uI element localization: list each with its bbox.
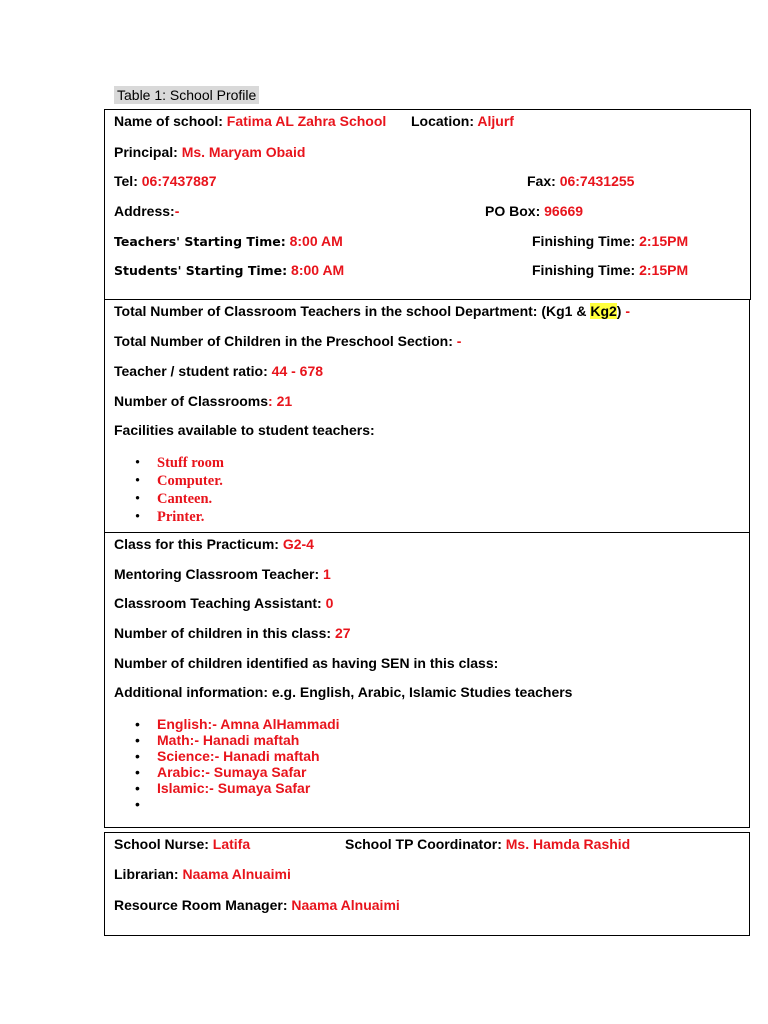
resource-value: Naama Alnuaimi: [291, 897, 400, 913]
tel-label: Tel:: [114, 173, 138, 189]
address-value: -: [174, 203, 180, 219]
assistant-value: 0: [325, 595, 334, 611]
students-finish-row: [532, 262, 688, 278]
classrooms-label: Number of Classrooms: [114, 393, 269, 409]
list-item: • Islamic:- Sumaya Safar: [132, 780, 340, 796]
class-children-row: [114, 625, 351, 641]
class-children-value: 27: [334, 625, 351, 641]
address-row: [114, 203, 179, 219]
table-caption: Table 1: School Profile: [114, 86, 259, 104]
kg2-highlight: Kg2: [590, 303, 617, 319]
children-count-value: -: [452, 333, 462, 349]
ratio-value: 44 - 678: [271, 363, 324, 379]
sen-label: Number of children identified as having SEN in this class:: [114, 655, 499, 671]
teachers-list: [132, 716, 340, 812]
nurse-row: [114, 836, 250, 852]
nurse-value: Latifa: [212, 836, 251, 852]
classrooms-row: [114, 393, 292, 409]
students-start-label: Students' Starting Time:: [114, 263, 288, 278]
list-item: [132, 796, 340, 812]
school-name-row: [114, 113, 386, 129]
location-row: [411, 113, 514, 129]
list-item: • Math:- Hanadi maftah: [132, 732, 340, 748]
nurse-label: School Nurse:: [114, 836, 209, 852]
teachers-count-row: [114, 303, 630, 319]
fax-value: 06:7431255: [559, 173, 635, 189]
resource-label: Resource Room Manager:: [114, 897, 288, 913]
list-item: • English:- Amna AlHammadi: [132, 716, 340, 732]
location-value: Aljurf: [477, 113, 514, 129]
mentor-value: 1: [323, 566, 331, 582]
students-finish-label: Finishing Time:: [532, 262, 636, 278]
coordinator-row: [345, 836, 630, 852]
coordinator-label: School TP Coordinator:: [345, 836, 502, 852]
students-finish-value: 2:15PM: [639, 262, 689, 278]
students-start-row: [114, 262, 344, 278]
librarian-label: Librarian:: [114, 866, 179, 882]
school-name-label: Name of school:: [114, 113, 223, 129]
facilities-list: [132, 454, 224, 526]
teachers-count-label-end: ): [616, 303, 622, 319]
pobox-label: PO Box:: [485, 203, 541, 219]
ratio-label: Teacher / student ratio:: [114, 363, 268, 379]
children-count-label: Total Number of Children in the Preschool Section:: [114, 333, 453, 349]
class-row: [114, 536, 314, 552]
librarian-value: Naama Alnuaimi: [182, 866, 291, 882]
resource-row: [114, 897, 400, 913]
pobox-row: [485, 203, 583, 219]
librarian-row: [114, 866, 291, 882]
tel-value: 06:7437887: [141, 173, 217, 189]
list-item: • Arabic:- Sumaya Safar: [132, 764, 340, 780]
teachers-finish-label: Finishing Time:: [532, 233, 636, 249]
list-item: • Stuff room: [132, 454, 224, 472]
teachers-count-label: Total Number of Classroom Teachers in the school Department: (Kg1 &: [114, 303, 591, 319]
facilities-row: [114, 422, 375, 438]
principal-value: Ms. Maryam Obaid: [181, 144, 306, 160]
ratio-row: [114, 363, 323, 379]
class-label: Class for this Practicum:: [114, 536, 279, 552]
students-start-value: 8:00 AM: [291, 262, 345, 278]
teachers-count-value: -: [621, 303, 631, 319]
mentor-row: [114, 566, 331, 582]
teachers-finish-value: 2:15PM: [639, 233, 689, 249]
additional-label: Additional information: e.g. English, Arabic, Islamic Studies teachers: [114, 684, 573, 700]
list-item: • Canteen.: [132, 490, 224, 508]
teachers-finish-row: [532, 233, 688, 249]
list-item: • Printer.: [132, 508, 224, 526]
assistant-row: [114, 595, 333, 611]
mentor-label: Mentoring Classroom Teacher:: [114, 566, 320, 582]
class-children-label: Number of children in this class:: [114, 625, 332, 641]
pobox-value: 96669: [544, 203, 584, 219]
address-label: Address:: [114, 203, 175, 219]
tel-row: [114, 173, 217, 189]
additional-row: [114, 684, 572, 700]
location-label: Location:: [411, 113, 474, 129]
fax-label: Fax:: [527, 173, 556, 189]
teachers-start-label: Teachers' Starting Time:: [114, 234, 286, 249]
assistant-label: Classroom Teaching Assistant:: [114, 595, 322, 611]
children-count-row: [114, 333, 461, 349]
list-item: • Computer.: [132, 472, 224, 490]
facilities-label: Facilities available to student teachers:: [114, 422, 375, 438]
sen-row: [114, 655, 498, 671]
coordinator-value: Ms. Hamda Rashid: [505, 836, 631, 852]
classrooms-value: : 21: [268, 393, 293, 409]
list-item: • Science:- Hanadi maftah: [132, 748, 340, 764]
school-name-value: Fatima AL Zahra School: [226, 113, 387, 129]
fax-row: [527, 173, 634, 189]
principal-label: Principal:: [114, 144, 178, 160]
teachers-start-row: [114, 233, 343, 249]
teachers-start-value: 8:00 AM: [289, 233, 343, 249]
class-value: G2-4: [282, 536, 314, 552]
principal-row: [114, 144, 305, 160]
